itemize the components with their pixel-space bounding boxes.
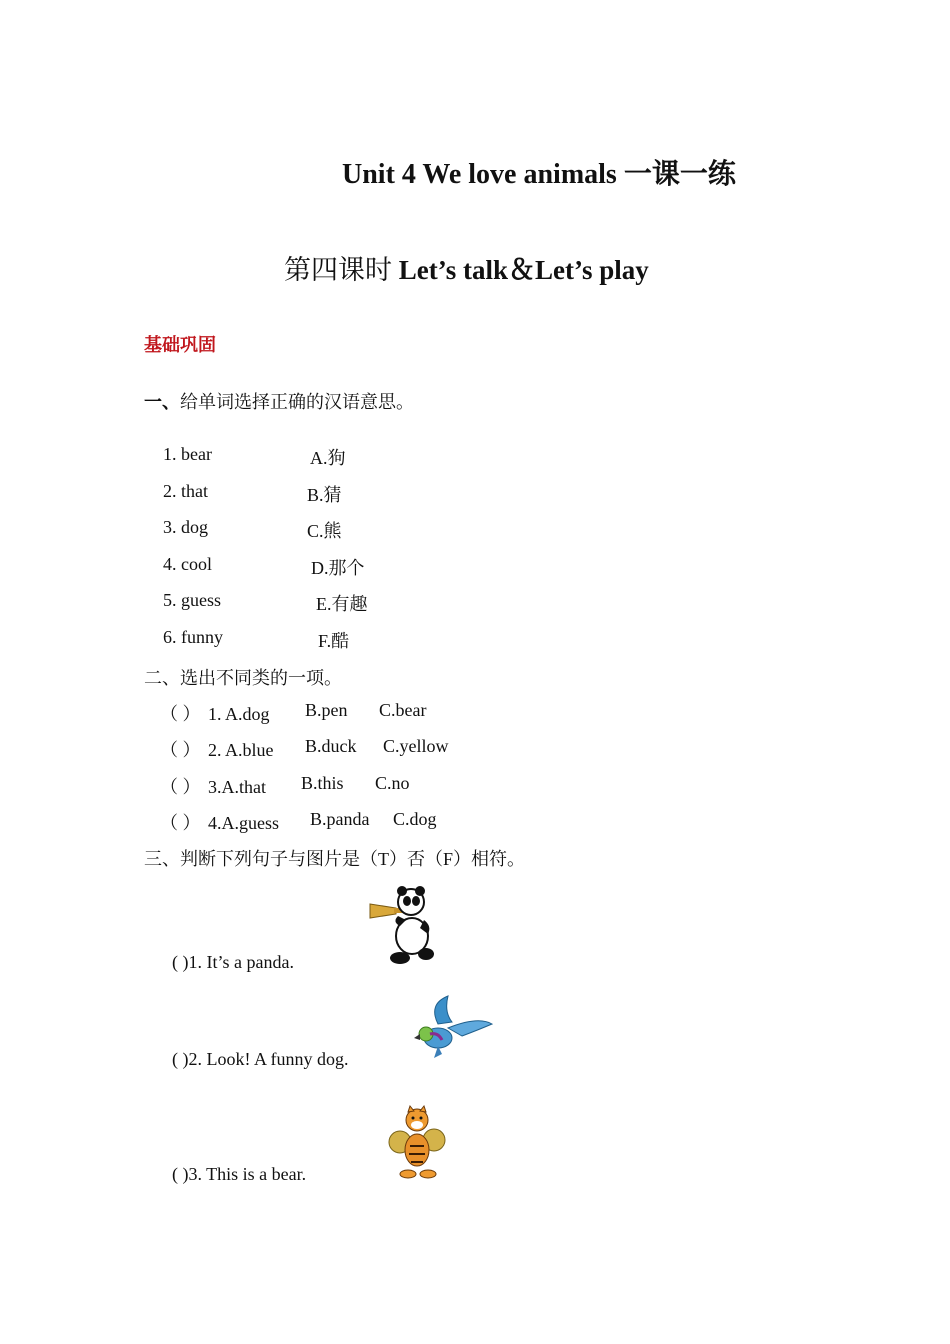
panda-picture bbox=[366, 882, 436, 968]
answer-paren: （ ） bbox=[160, 704, 201, 724]
option-a: 1. A.dog bbox=[208, 704, 270, 724]
option-a: 3.A.that bbox=[208, 777, 266, 797]
option-b: B.this bbox=[301, 773, 344, 793]
true-false-item: ( )3. This is a bear. bbox=[172, 1164, 307, 1184]
meaning-item: B.猜 bbox=[307, 485, 342, 505]
option-c: C.bear bbox=[379, 700, 427, 720]
meaning-item: A.狗 bbox=[310, 448, 346, 468]
meaning-item: D.那个 bbox=[311, 558, 365, 578]
true-false-item: ( )2. Look! A funny dog. bbox=[172, 1049, 349, 1069]
meaning-item: E.有趣 bbox=[316, 594, 368, 614]
answer-paren: （ ） bbox=[160, 740, 201, 760]
option-c: C.no bbox=[375, 773, 410, 793]
word-item: 5. guess bbox=[163, 590, 221, 610]
part1-number: 一、 bbox=[144, 392, 180, 412]
part1-instruction: 给单词选择正确的汉语意思。 bbox=[180, 392, 414, 412]
answer-paren: （ ） bbox=[160, 777, 201, 797]
answer-paren: （ ） bbox=[160, 813, 201, 833]
tiger-picture bbox=[388, 1104, 446, 1180]
word-item: 6. funny bbox=[163, 627, 223, 647]
meaning-item: C.熊 bbox=[307, 521, 342, 541]
option-a: 4.A.guess bbox=[208, 813, 279, 833]
true-false-item: ( )1. It’s a panda. bbox=[172, 952, 294, 972]
option-c: C.yellow bbox=[383, 736, 449, 756]
word-item: 3. dog bbox=[163, 517, 208, 537]
parrot-picture bbox=[408, 994, 494, 1062]
part3-heading: 三、判断下列句子与图片是（T）否（F）相符。 bbox=[144, 849, 526, 869]
section-label: 基础巩固 bbox=[144, 335, 216, 355]
odd-one-out-item bbox=[160, 809, 279, 835]
odd-one-out-item bbox=[160, 700, 270, 726]
lesson-subtitle-prefix: 第四课时 bbox=[284, 255, 399, 285]
part1-heading bbox=[144, 388, 414, 414]
odd-one-out-item bbox=[160, 736, 274, 762]
option-c: C.dog bbox=[393, 809, 437, 829]
part2-heading: 二、选出不同类的一项。 bbox=[144, 668, 342, 688]
meaning-item: F.酷 bbox=[318, 631, 350, 651]
option-b: B.panda bbox=[310, 809, 370, 829]
lesson-subtitle bbox=[284, 248, 649, 287]
option-b: B.duck bbox=[305, 736, 357, 756]
option-a: 2. A.blue bbox=[208, 740, 274, 760]
odd-one-out-item bbox=[160, 773, 266, 799]
option-b: B.pen bbox=[305, 700, 348, 720]
page-title: Unit 4 We love animals 一课一练 bbox=[342, 159, 736, 190]
word-item: 1. bear bbox=[163, 444, 212, 464]
lesson-subtitle-bold: Let’s talk＆Let’s play bbox=[398, 255, 649, 285]
word-item: 2. that bbox=[163, 481, 208, 501]
word-item: 4. cool bbox=[163, 554, 212, 574]
